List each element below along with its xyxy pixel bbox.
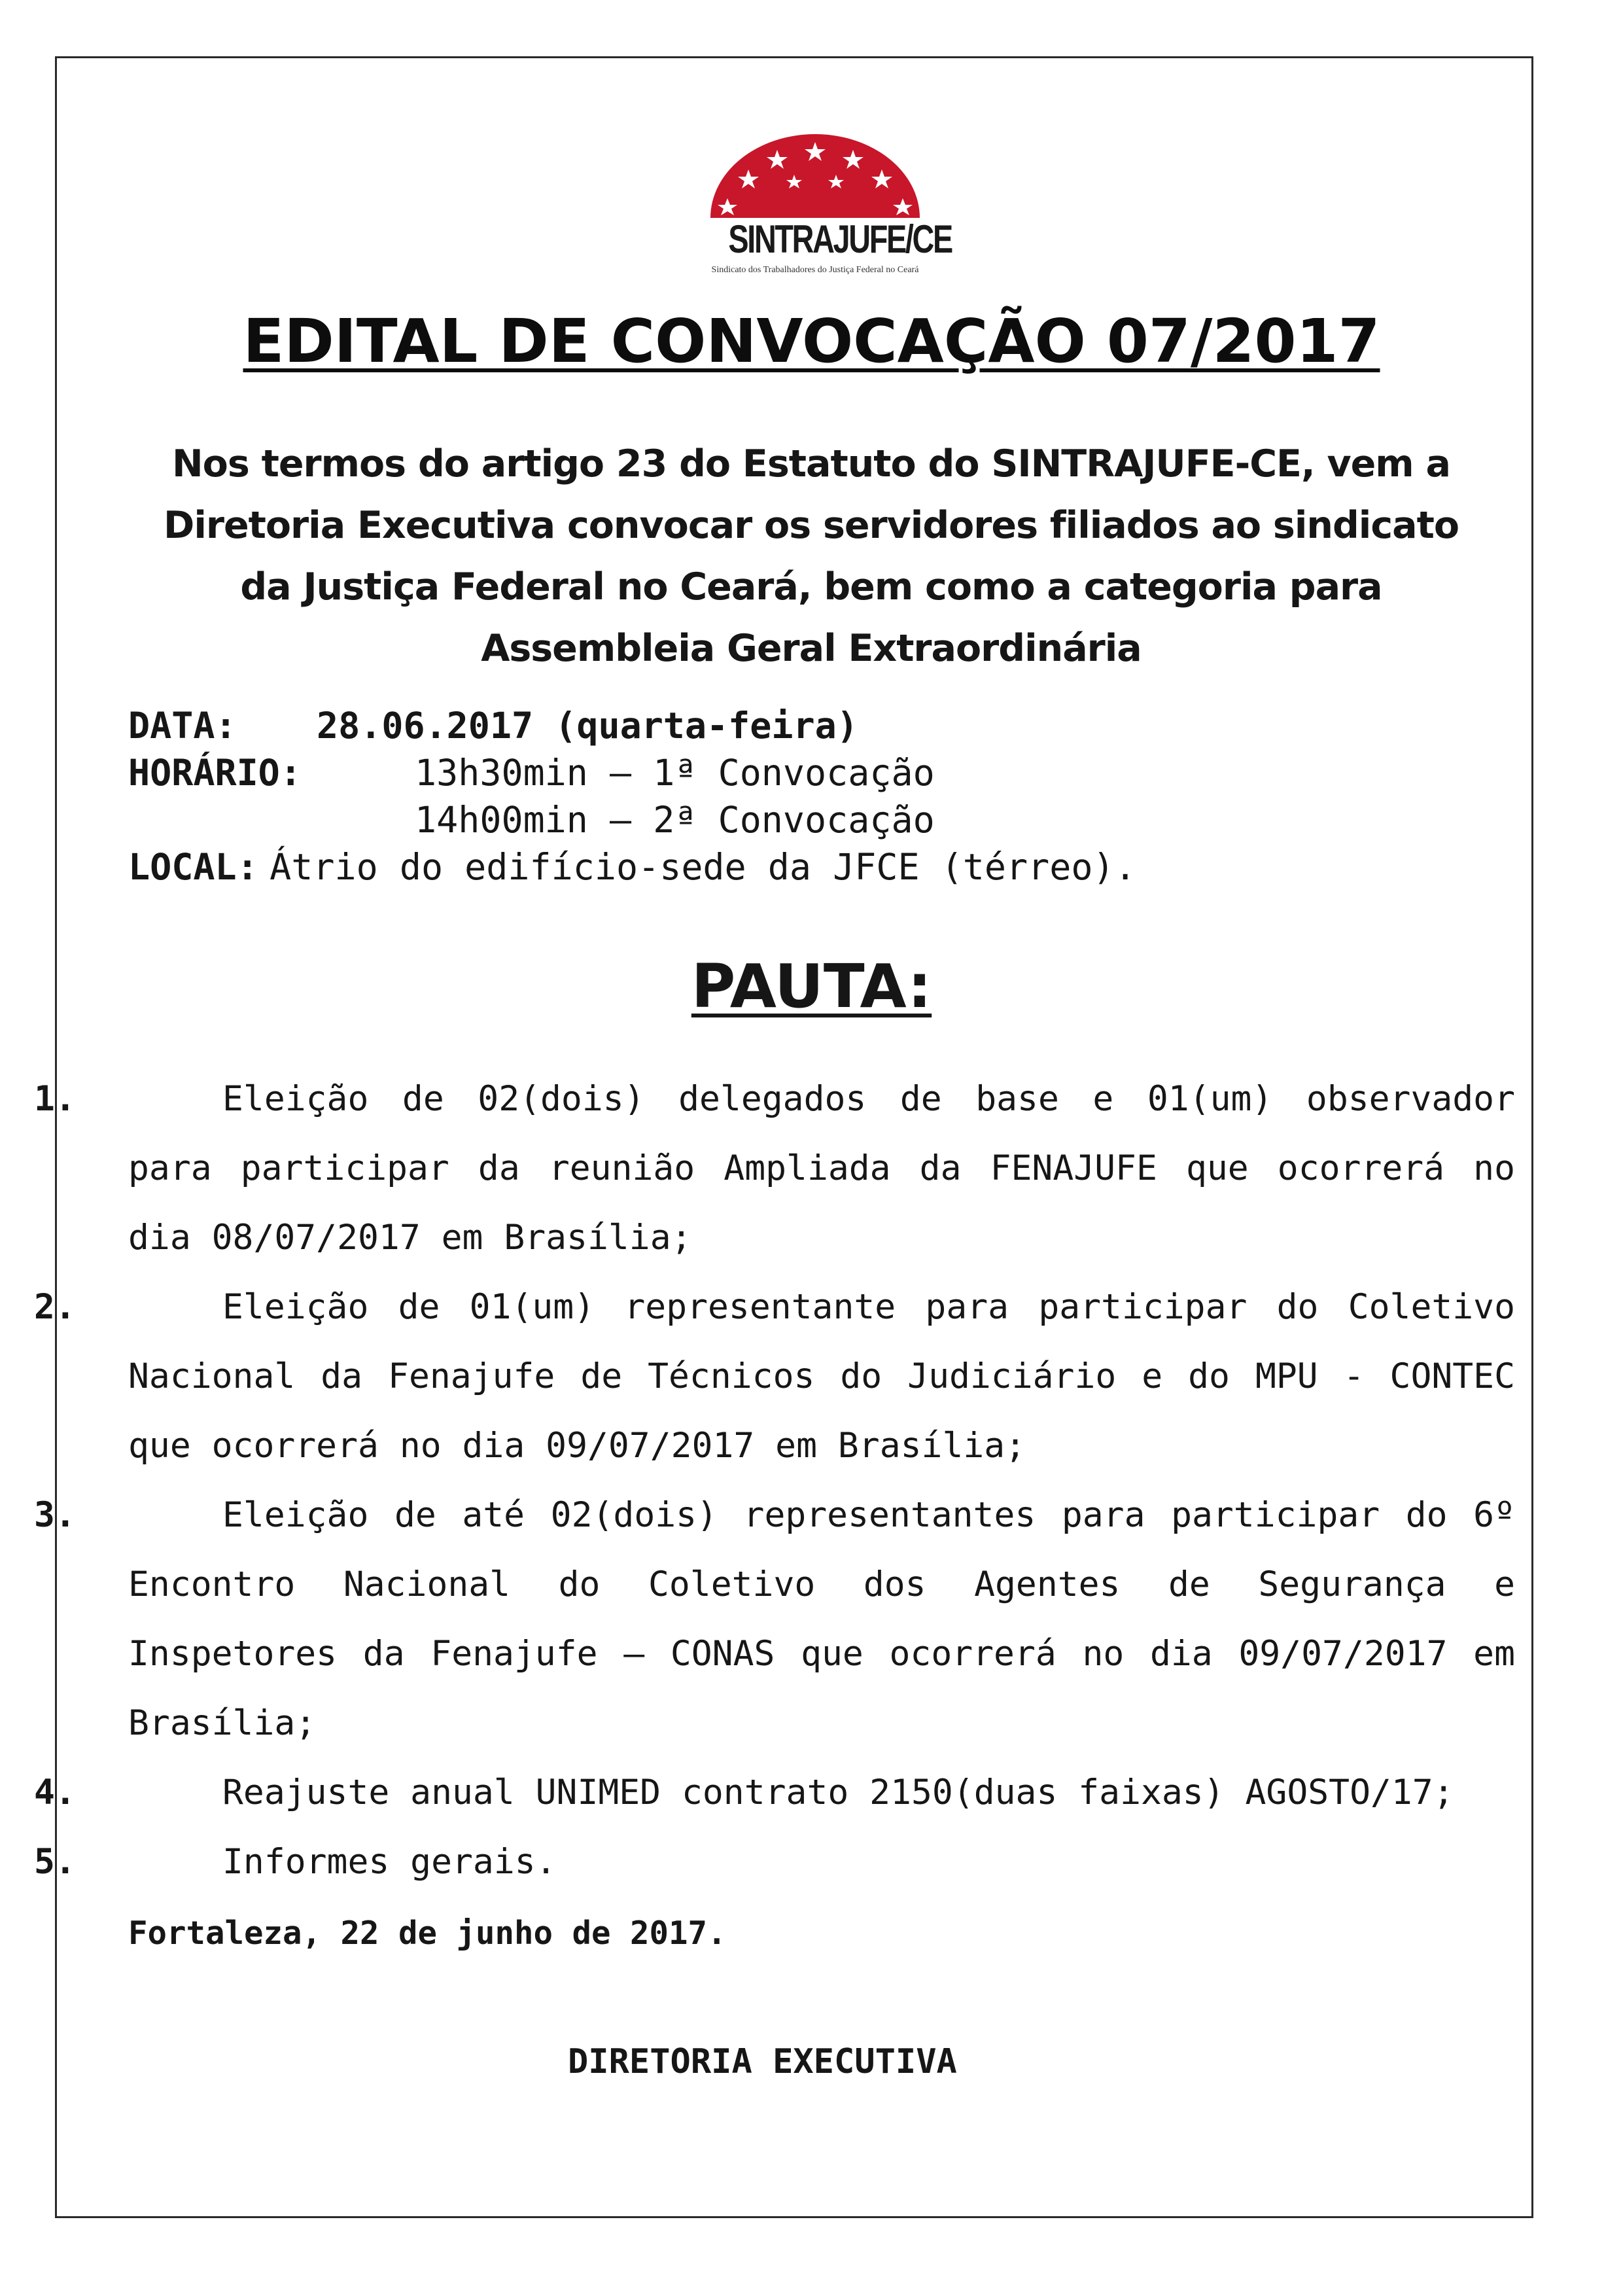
date-row [128,702,858,749]
agenda-item [34,1758,1515,1828]
agenda-item-number: 4. [34,1773,76,1812]
time-label: HORÁRIO: [128,752,302,794]
union-logo [704,128,952,281]
agenda-item-text: Reajuste anual UNIMED contrato 2150(duas faixas) AGOSTO/17; [222,1773,1454,1812]
agenda-item [34,1481,1515,1758]
time-second-call: 14h00min – 2ª Convocação [415,799,935,841]
place-row [128,843,1136,891]
signer-name: DIRETORIA EXECUTIVA [568,2042,957,2081]
date-label: DATA: [128,705,237,747]
logo-emblem-icon [704,128,926,219]
date-value: 28.06.2017 (quarta-feira) [317,705,858,747]
agenda-item [34,1065,1515,1273]
time-first-call: 13h30min – 1ª Convocação [415,752,935,794]
logo-name: SINTRAJUFE/CE [728,217,952,261]
place-value: Átrio do edifício-sede da JFCE (térreo). [270,846,1136,888]
agenda-item-text: Eleição de 01(um) representante para participar do Coletivo Nacional da Fenajufe de Técnicos do Judiciário e do MPU - CONTEC que ocorrerá no dia 09/07/2017 em Brasília; [128,1287,1515,1466]
agenda-item-number: 5. [34,1842,76,1882]
agenda-list [34,1065,1515,1897]
time-row [128,749,935,796]
agenda-item-number: 2. [34,1287,76,1327]
intro-paragraph: Nos termos do artigo 23 do Estatuto do SINTRAJUFE-CE, vem a Diretoria Executiva convocar os servidores filiados ao sindicato da Justiça Federal no Ceará, bem como a categoria para Assembleia Geral Extraordinária [164,442,1459,670]
agenda-item-number: 3. [34,1495,76,1535]
agenda-item-text: Eleição de 02(dois) delegados de base e 01(um) observador para participar da reunião Ampliada da FENAJUFE que ocorrerá no dia 08/07/2017 em Brasília; [128,1079,1515,1258]
agenda-item-text: Informes gerais. [222,1842,557,1882]
agenda-title: PAUTA: [691,951,932,1021]
place-and-date: Fortaleza, 22 de junho de 2017. [128,1915,727,1952]
document-title: EDITAL DE CONVOCAÇÃO 07/2017 [243,306,1380,376]
agenda-item [34,1828,1515,1897]
agenda-item-number: 1. [34,1079,76,1119]
agenda-item [34,1273,1515,1481]
agenda-item-text: Eleição de até 02(dois) representantes para participar do 6º Encontro Nacional do Coletivo dos Agentes de Segurança e Inspetores da Fenajufe – CONAS que ocorrerá no dia 09/07/2017 em Brasília; [128,1495,1515,1743]
logo-subtitle: Sindicato dos Trabalhadores do Justiça Federal no Ceará [711,265,919,275]
place-label: LOCAL: [128,846,258,888]
